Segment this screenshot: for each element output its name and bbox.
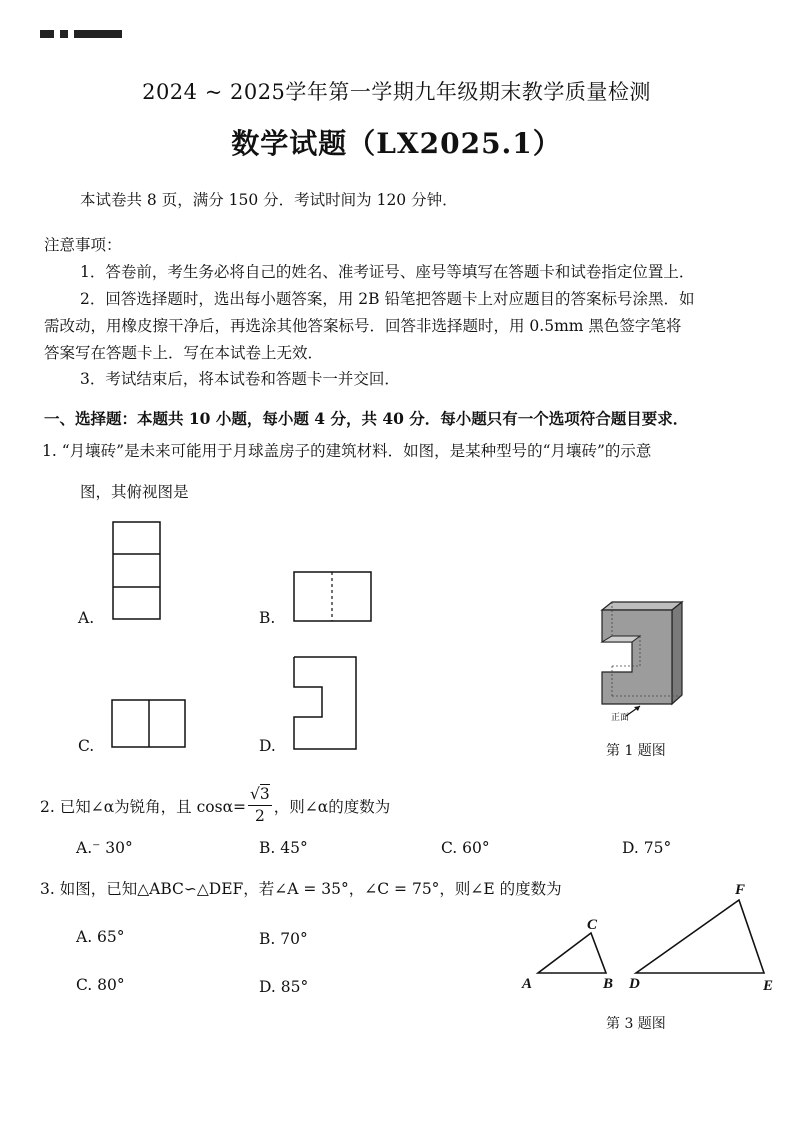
q3-vertex-c: C: [587, 917, 598, 933]
exam-subtitle: 2024 ~ 2025学年第一学期九年级期末教学质量检测: [142, 80, 651, 104]
q1-option-c-label[interactable]: C.: [78, 737, 95, 755]
q2-stem: [40, 787, 390, 824]
notes-item-2-line-1: 2．回答选择题时，选出每小题答案，用 2B 铅笔把答题卡上对应题目的答案标号涂黑．如: [80, 290, 695, 308]
q1-stem-line-1: 1. “月壤砖”是未来可能用于月球盖房子的建筑材料．如图，是某种型号的“月壤砖”的示意: [42, 442, 652, 460]
q3-vertex-d: D: [629, 976, 640, 992]
q1-option-b-label[interactable]: B.: [259, 609, 276, 627]
q1-option-a-label[interactable]: A.: [78, 609, 95, 627]
q2-fraction-numerator: 3: [259, 785, 270, 803]
section-heading: 一、选择题：本题共 10 小题，每小题 4 分，共 40 分．每小题只有一个选项符合题目要求．: [44, 409, 689, 428]
exam-title: 数学试题（LX2025.1）: [231, 127, 562, 160]
exam-intro: 本试卷共 8 页，满分 150 分．考试时间为 120 分钟．: [80, 191, 458, 209]
q1-option-d-figure: [292, 655, 360, 751]
q3-option-c[interactable]: C. 80°: [76, 976, 125, 994]
q3-option-b[interactable]: B. 70°: [259, 930, 308, 948]
q2-stem-prefix: 2. 已知∠α为锐角，且 cosα=: [40, 797, 247, 816]
q1-front-label: 正面: [611, 713, 630, 723]
q3-vertex-b: B: [603, 976, 614, 992]
q1-figure-caption: 第 1 题图: [606, 743, 666, 759]
q3-vertex-e: E: [763, 978, 774, 994]
notes-item-2-line-3: 答案写在答题卡上．写在本试卷上无效．: [44, 344, 324, 362]
notes-heading: 注意事项：: [44, 236, 122, 254]
q2-option-d[interactable]: D. 75°: [622, 839, 672, 857]
q2-stem-suffix: ，则∠α的度数为: [273, 797, 391, 816]
q1-option-a-figure: [112, 521, 162, 621]
q3-option-d[interactable]: D. 85°: [259, 978, 309, 996]
q3-vertex-f: F: [735, 882, 746, 898]
notes-item-2-line-2: 需改动，用橡皮擦干净后，再选涂其他答案标号．回答非选择题时，用 0.5mm 黑色签字笔将: [44, 317, 682, 335]
q1-option-b-figure: [293, 571, 373, 623]
q3-option-a[interactable]: A. 65°: [76, 928, 125, 946]
q1-moon-brick-figure: [596, 600, 688, 715]
q1-option-c-figure: [111, 699, 187, 749]
q3-figure-caption: 第 3 题图: [606, 1016, 666, 1032]
q3-stem: 3. 如图，已知△ABC∽△DEF，若∠A = 35°，∠C = 75°，则∠E 的度数为: [40, 880, 562, 898]
q3-vertex-a: A: [522, 976, 533, 992]
q2-fraction-denominator: 2: [254, 806, 265, 825]
q1-stem-line-2: 图，其俯视图是: [80, 483, 189, 501]
q2-option-c[interactable]: C. 60°: [441, 839, 490, 857]
notes-item-1: 1．答卷前，考生务必将自己的姓名、准考证号、座号等填写在答题卡和试卷指定位置上．: [80, 263, 695, 281]
q1-option-d-label[interactable]: D.: [259, 737, 276, 755]
q2-option-b[interactable]: B. 45°: [259, 839, 308, 857]
q3-triangle-def: [634, 897, 768, 977]
header-scan-mark: [40, 30, 160, 40]
q2-cos-fraction: $\frac{√3}{2}$: [250, 785, 270, 825]
q3-triangle-abc: [536, 930, 610, 976]
q2-option-a[interactable]: A.⁻ 30°: [76, 839, 133, 857]
notes-item-3: 3．考试结束后，将本试卷和答题卡一并交回．: [80, 370, 400, 388]
